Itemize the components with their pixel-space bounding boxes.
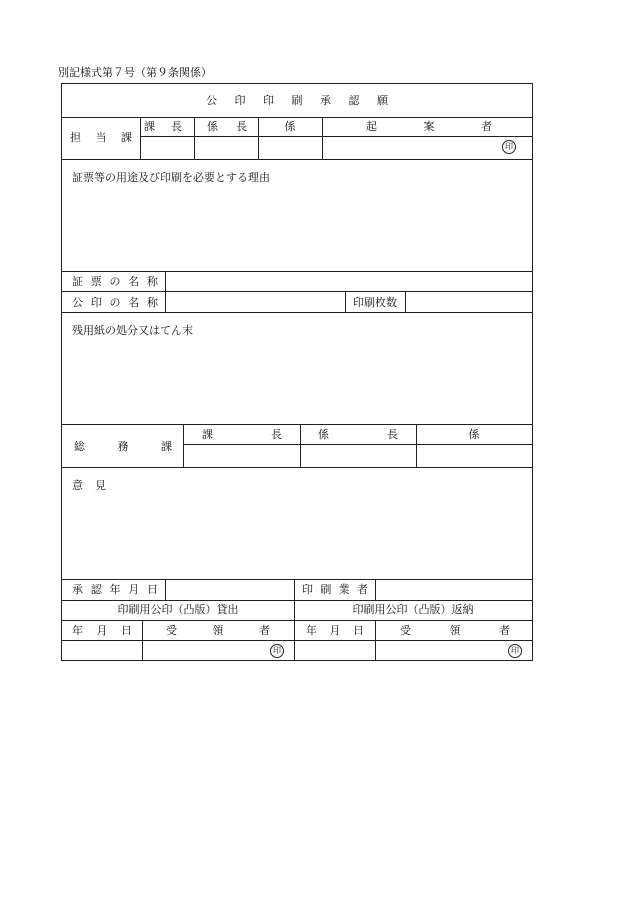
lending-receiver-seal-icon: 印 [270,644,284,658]
return-receiver-label: 受 領 者 [400,624,510,637]
print-count-label: 印刷枚数 [353,296,397,309]
rule [375,579,376,600]
waste-paper-label: 残用紙の処分又はてん末 [72,324,193,337]
reason-label: 証票等の用途及び印刷を必要とする理由 [72,171,270,184]
ga-kacho-label: 課 長 [202,428,282,441]
form-title [62,94,532,107]
return-label: 印刷用公印（凸版）返納 [352,603,474,616]
title-char: 承 [320,94,331,107]
rule [183,444,532,445]
rule [62,291,532,292]
seal-name-label: 公 印 の 名 称 [72,296,158,309]
rule [300,424,301,467]
rule [140,136,532,137]
tanto-ka-label: 担 当 課 [70,131,132,144]
rule [140,117,141,159]
title-char: 刷 [291,94,303,107]
kiansha-seal-icon: 印 [502,140,516,154]
title-char: 認 [348,94,360,107]
seal-printing-approval-form [61,83,533,661]
kacho-label: 課 長 [144,120,182,133]
rule [62,640,532,641]
return-receiver-seal-icon: 印 [508,644,522,658]
ga-kakaricho-label: 係 長 [318,428,398,441]
ga-kakari-label: 係 [468,428,480,441]
lending-label: 印刷用公印（凸版）貸出 [117,603,239,616]
printer-label: 印 刷 業 者 [302,583,368,596]
rule [183,424,184,467]
rule [62,424,532,425]
title-char: 印 [263,94,274,107]
kakaricho-label: 係 長 [207,120,247,133]
rule [62,312,532,313]
general-affairs-label: 総 務 課 [74,440,172,453]
rule [194,117,195,159]
opinion-label: 意 見 [72,479,106,492]
form-caption: 別記様式第７号（第９条関係） [58,66,212,79]
rule [62,579,532,580]
rule [62,467,532,468]
lending-receiver-label: 受 領 者 [166,624,270,637]
rule [142,620,143,660]
rule [62,620,532,621]
rule [165,579,166,600]
kiansha-label: 起 案 者 [366,120,492,133]
rule [165,271,166,312]
lending-date-label: 年 月 日 [72,624,132,637]
rule [62,271,532,272]
title-char: 公 [206,94,217,107]
return-date-label: 年 月 日 [306,624,364,637]
certificate-name-label: 証 票 の 名 称 [72,275,158,288]
rule [62,159,532,160]
rule [405,291,406,312]
rule [62,600,532,601]
rule [294,579,295,660]
approval-date-label: 承 認 年 月 日 [72,583,158,596]
rule [375,620,376,660]
rule [62,117,532,118]
rule [322,117,323,159]
title-char: 願 [377,94,388,107]
kakari-label: 係 [284,120,296,133]
title-char: 印 [234,94,246,107]
